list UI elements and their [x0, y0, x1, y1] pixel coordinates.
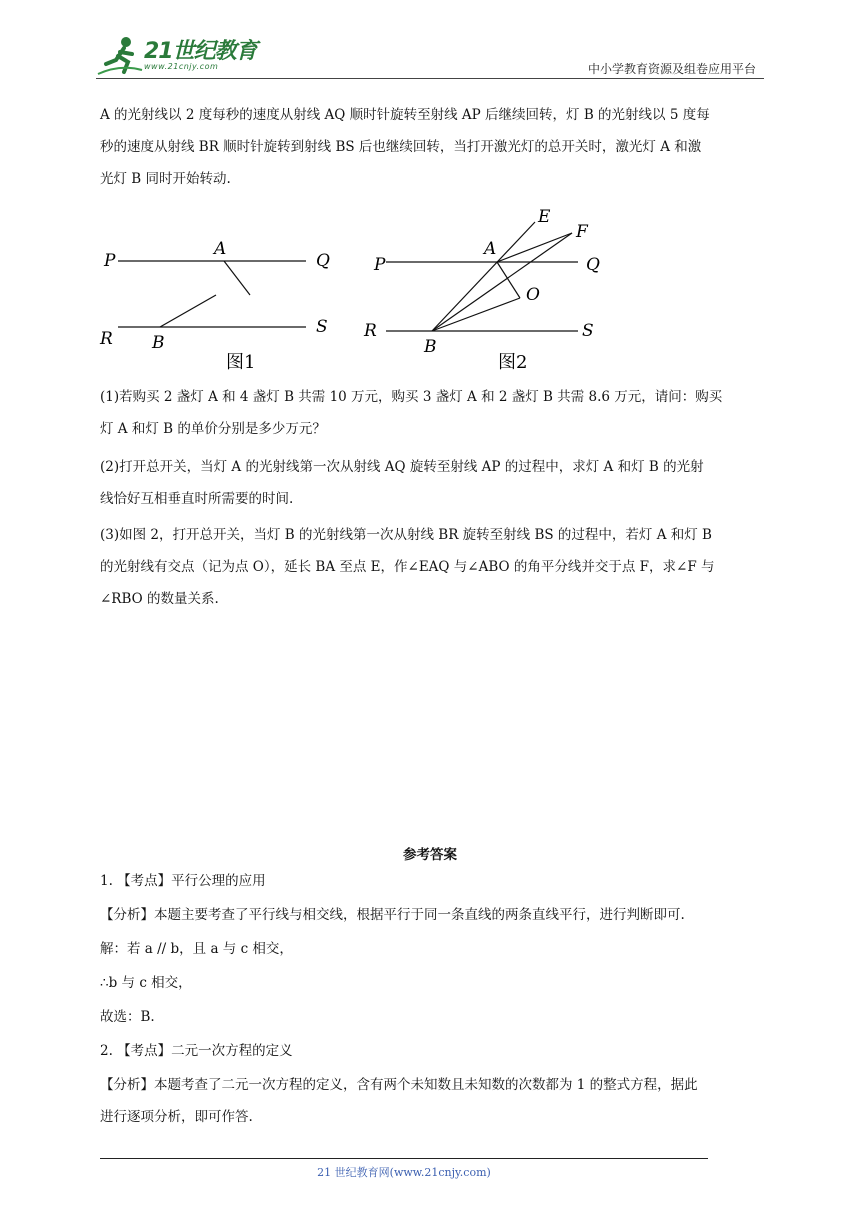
answers-title: 参考答案	[403, 847, 457, 863]
intro-line-3: 光灯 B 同时开始转动.	[100, 171, 231, 187]
answer-2-analysis-2: 进行逐项分析，即可作答.	[100, 1109, 253, 1125]
footer-divider	[100, 1158, 708, 1159]
fig2-label-s: S	[582, 321, 594, 341]
answer-1-analysis: 【分析】本题主要考查了平行线与相交线，根据平行于同一条直线的两条直线平行，进行判断即可.	[100, 907, 685, 923]
fig1-label-q: Q	[316, 251, 330, 271]
footer-link[interactable]: 21 世纪教育网(www.21cnjy.com)	[317, 1166, 491, 1179]
fig1-label-a: A	[214, 239, 227, 259]
fig2-caption: 图2	[498, 352, 528, 373]
answer-1-solution-2: ∴b 与 c 相交，	[100, 975, 192, 991]
q2-line-1: (2)打开总开关，当灯 A 的光射线第一次从射线 AQ 旋转至射线 AP 的过程中，求灯 A 和灯 B 的光射	[100, 459, 704, 475]
q2-line-2: 线恰好互相垂直时所需要的时间.	[100, 491, 294, 507]
fig1-label-s: S	[316, 317, 328, 337]
figure-1	[96, 230, 346, 375]
header-platform-text: 中小学教育资源及组卷应用平台	[587, 62, 756, 76]
fig1-caption: 图1	[226, 352, 256, 373]
intro-line-2: 秒的速度从射线 BR 顺时针旋转到射线 BS 后也继续回转，当打开激光灯的总开关时，激光灯 A 和激	[100, 139, 702, 155]
site-logo	[96, 34, 266, 78]
answer-2-analysis-1: 【分析】本题考查了二元一次方程的定义，含有两个未知数且未知数的次数都为 1 的整式方程，据此	[100, 1077, 698, 1093]
fig2-label-f: F	[576, 222, 588, 242]
answer-1-solution-1: 解：若 a // b，且 a 与 c 相交，	[100, 941, 293, 957]
fig2-label-p: P	[374, 255, 386, 275]
fig2-label-o: O	[526, 285, 540, 305]
logo-text: 21世纪教育	[144, 39, 257, 64]
runner-logo-icon	[96, 34, 144, 78]
figure-2	[360, 200, 610, 375]
page-header	[96, 34, 764, 78]
logo-url: www.21cnjy.com	[144, 62, 219, 71]
fig2-label-q: Q	[586, 255, 600, 275]
fig2-label-b: B	[424, 337, 437, 357]
q1-line-2: 灯 A 和灯 B 的单价分别是多少万元？	[100, 421, 326, 437]
q3-line-2: 的光射线有交点（记为点 O），延长 BA 至点 E，作∠EAQ 与∠ABO 的角平分线并交于点 F，求∠F 与	[100, 559, 715, 575]
fig1-label-p: P	[104, 251, 116, 271]
q3-line-3: ∠RBO 的数量关系.	[100, 591, 219, 607]
fig2-label-a: A	[484, 239, 497, 259]
answer-1-solution-3: 故选：B.	[100, 1009, 155, 1025]
header-divider	[96, 78, 764, 79]
fig2-label-r: R	[364, 321, 377, 341]
q1-line-1: (1)若购买 2 盏灯 A 和 4 盏灯 B 共需 10 万元，购买 3 盏灯 A 和 2 盏灯 B 共需 8.6 万元，请问：购买	[100, 389, 723, 405]
intro-line-1: A 的光射线以 2 度每秒的速度从射线 AQ 顺时针旋转至射线 AP 后继续回转，灯 B 的光射线以 5 度每	[100, 107, 710, 123]
fig1-label-r: R	[100, 329, 113, 349]
fig1-label-b: B	[152, 333, 165, 353]
answer-1-title: 1. 【考点】平行公理的应用	[100, 873, 266, 889]
q3-line-1: (3)如图 2，打开总开关，当灯 B 的光射线第一次从射线 BR 旋转至射线 BS 的过程中，若灯 A 和灯 B	[100, 527, 712, 543]
fig2-label-e: E	[538, 207, 551, 227]
answer-2-title: 2. 【考点】二元一次方程的定义	[100, 1043, 293, 1059]
